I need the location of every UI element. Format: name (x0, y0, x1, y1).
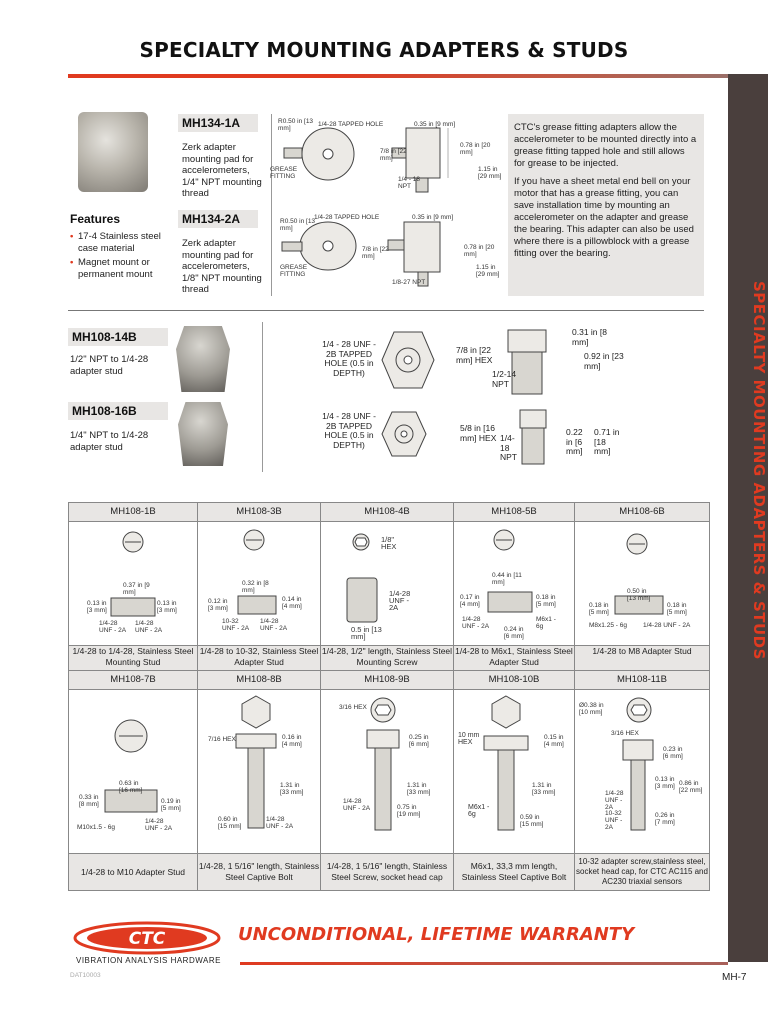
dim-label: 0.22 in [6 mm] (566, 427, 583, 456)
part-drawing-cell (198, 690, 321, 854)
part-drawing-cell (575, 690, 710, 854)
dim-label: 1/4-28 UNF - 2A (605, 790, 624, 811)
dim-label: 1.31 in [33 mm] (532, 782, 556, 796)
bolt-drawing (198, 690, 320, 848)
description-box (508, 114, 704, 296)
mh134-2a-desc: Zerk adapter mounting pad for accelerometers, 1/8" NPT mounting thread (182, 238, 262, 295)
dim-label: M6x1 - 6g (468, 804, 490, 818)
part-name: MH108-9B (321, 671, 454, 690)
dim-label: 1/4-28 UNF - 2A (643, 622, 691, 629)
dim-label: 0.5 in [13 mm] (351, 625, 382, 641)
dim-label: 0.25 in [6 mm] (409, 734, 429, 748)
part-caption: 1/4-28 to M8 Adapter Stud (575, 646, 710, 671)
dim-label: 0.92 in [23 mm] (584, 351, 624, 371)
dim-label: 1/4 - 28 UNF - 2B TAPPED HOLE (0.5 in DEPTH) (322, 411, 376, 450)
dim-label: 0.15 in [4 mm] (544, 734, 564, 748)
part-drawing-cell (321, 522, 454, 646)
part-drawing-cell (69, 522, 198, 646)
part-caption: 1/4-28 to M10 Adapter Stud (69, 854, 198, 891)
dim-label: 0.44 in [11 mm] (492, 572, 522, 586)
ctc-logo (72, 920, 222, 956)
divider (271, 114, 272, 296)
features-box (70, 212, 170, 283)
dim-label: 0.59 in [15 mm] (520, 814, 544, 828)
dim-label: 3/16 HEX (339, 704, 367, 711)
dim-label: M6x1 - 6g (536, 616, 556, 630)
dim-label: 1.31 in [33 mm] (407, 782, 431, 796)
part-name: MH108-4B (321, 503, 454, 522)
parts-table (68, 502, 710, 891)
dim-label: 1/4-28 TAPPED HOLE (318, 121, 384, 128)
page-number: MH-7 (722, 972, 747, 983)
part-name: MH108-10B (454, 671, 575, 690)
part-caption: 1/4-28 to 10-32, Stainless Steel Adapter Stud (198, 646, 321, 671)
dim-label: 0.17 in [4 mm] (460, 594, 480, 608)
dim-label: 0.86 in [22 mm] (679, 780, 703, 794)
dim-label: 0.71 in [18 mm] (594, 427, 620, 456)
dim-label: 7/8 in [22 mm] (380, 148, 407, 162)
dim-label: 0.35 in [9 mm] (412, 214, 454, 221)
dim-label: 1/4-28 UNF - 2A (462, 616, 490, 630)
dim-label: 10-32 UNF - 2A (605, 810, 623, 831)
dim-label: 0.13 in [3 mm] (157, 600, 177, 614)
dim-label: R0.50 in [13 mm] (280, 218, 316, 232)
part-name: MH108-3B (198, 503, 321, 522)
dim-label: 1/4 - 18 NPT (398, 176, 421, 190)
part-caption: 1/4-28, 1 5/16" length, Stainless Steel Captive Bolt (198, 854, 321, 891)
mh108-16b-label: MH108-16B (68, 402, 168, 420)
dim-label: M10x1.5 - 6g (77, 824, 115, 831)
part-drawing-cell (454, 522, 575, 646)
dim-label: GREASE FITTING (270, 166, 298, 180)
part-drawing-cell (454, 690, 575, 854)
doc-id: DAT10003 (70, 972, 101, 979)
page-title: SPECIALTY MOUNTING ADAPTERS & STUDS (139, 38, 629, 62)
dim-label: 3/16 HEX (611, 730, 639, 737)
dim-label: 5/8 in [16 mm] HEX (460, 423, 497, 443)
dim-label: Ø0.38 in [10 mm] (579, 702, 604, 716)
description-p1: CTC's grease fitting adapters allow the accelerometer to be mounted directly into a grease fitting tapped hole and still allows for grease to be injected. (514, 122, 697, 169)
part-caption: 1/4-28, 1 5/16" length, Stainless Steel Screw, socket head cap (321, 854, 454, 891)
part-name: MH108-5B (454, 503, 575, 522)
dim-label: 10-32 UNF - 2A (222, 618, 250, 632)
mh108-14b-label: MH108-14B (68, 328, 168, 346)
dim-label: 1.15 in [29 mm] (476, 264, 500, 278)
dim-label: 0.78 in [20 mm] (464, 244, 495, 258)
dim-label: 0.35 in [9 mm] (414, 121, 456, 128)
dim-label: GREASE FITTING (280, 264, 308, 278)
part-caption: 10-32 adapter screw,stainless steel, socket head cap, for CTC AC115 and AC230 triaxial sensors (575, 854, 710, 891)
dim-label: 0.18 in [5 mm] (536, 594, 556, 608)
stud-drawing (69, 522, 197, 640)
screw-drawing (321, 690, 453, 848)
mh134-product-photo (78, 112, 148, 192)
dim-label: 0.32 in [8 mm] (242, 580, 269, 594)
part-name: MH108-6B (575, 503, 710, 522)
part-name: MH108-7B (69, 671, 198, 690)
dim-label: M8x1.25 - 6g (589, 622, 627, 629)
mh134-2a-label: MH134-2A (178, 210, 258, 228)
warranty-text: UNCONDITIONAL, LIFETIME WARRANTY (238, 924, 635, 945)
dim-label: 7/16 HEX (208, 736, 236, 743)
dim-label: 1/4-28 TAPPED HOLE (314, 214, 380, 221)
part-caption: 1/4-28, 1/2" length, Stainless Steel Mounting Screw (321, 646, 454, 671)
logo-text: CTC (128, 929, 166, 949)
dim-label: 1/4-28 UNF - 2A (145, 818, 173, 832)
dim-label: 1/4-18 NPT (500, 433, 517, 462)
part-drawing-cell (321, 690, 454, 854)
dim-label: 1/4 - 28 UNF - 2B TAPPED HOLE (0.5 in DEPTH) (322, 339, 376, 378)
part-caption: 1/4-28 to 1/4-28, Stainless Steel Mounting Stud (69, 646, 198, 671)
dim-label: 0.26 in [7 mm] (655, 812, 675, 826)
dim-label: 7/8 in [22 mm] HEX (456, 345, 493, 365)
dim-label: 10 mm HEX (458, 732, 480, 746)
part-caption: 1/4-28 to M6x1, Stainless Steel Adapter Stud (454, 646, 575, 671)
dim-label: 1.15 in [29 mm] (478, 166, 502, 180)
dim-label: 1/4-28 UNF - 2A (266, 816, 294, 830)
mh108-14b-photo (176, 326, 230, 392)
feature-item: • 17-4 Stainless steel case material (70, 231, 170, 254)
mh108-16b-desc: 1/4" NPT to 1/4-28 adapter stud (70, 430, 149, 453)
dim-label: 0.60 in [15 mm] (218, 816, 242, 830)
features-title: Features (70, 212, 121, 226)
section-divider (68, 310, 704, 311)
dim-label: 1/4-28 UNF - 2A (389, 589, 411, 612)
dim-label: 0.75 in [19 mm] (397, 804, 421, 818)
dim-label: 0.13 in [3 mm] (87, 600, 107, 614)
logo-subtitle: VIBRATION ANALYSIS HARDWARE (76, 956, 221, 965)
dim-label: 0.37 in [9 mm] (123, 582, 150, 596)
dim-label: 0.18 in [5 mm] (667, 602, 687, 616)
description-p2: If you have a sheet metal end bell on your motor that has a grease fitting, you can save installation time by mounting an accelerometer on the adapter and grease the bearing. This adapter can also be used where there is a pillowblock with a grease fitting over the bearing. (514, 176, 694, 259)
dim-label: 0.16 in [4 mm] (282, 734, 302, 748)
dim-label: 0.63 in [16 mm] (119, 780, 143, 794)
mh108-14b-desc: 1/2" NPT to 1/4-28 adapter stud (70, 354, 149, 377)
side-title: SPECIALTY MOUNTING ADAPTERS & STUDS (750, 280, 768, 660)
dim-label: 0.12 in [3 mm] (208, 598, 228, 612)
part-caption: M6x1, 33,3 mm length, Stainless Steel Captive Bolt (454, 854, 575, 891)
dim-label: 0.33 in [8 mm] (79, 794, 99, 808)
divider (262, 322, 263, 472)
dim-label: 0.50 in [13 mm] (627, 588, 651, 602)
dim-label: 1/4-28 UNF - 2A (135, 620, 163, 634)
dim-label: 0.24 in [6 mm] (504, 626, 524, 640)
dim-label: R0.50 in [13 mm] (278, 118, 314, 132)
mh134-1a-desc: Zerk adapter mounting pad for accelerometers, 1/4" NPT mounting thread (182, 142, 262, 199)
dim-label: 0.31 in [8 mm] (572, 327, 607, 347)
part-name: MH108-11B (575, 671, 710, 690)
part-drawing-cell (575, 522, 710, 646)
dim-label: 0.18 in [5 mm] (589, 602, 609, 616)
part-name: MH108-8B (198, 671, 321, 690)
bolt-drawing (454, 690, 574, 848)
dim-label: 1/4-28 UNF - 2A (343, 798, 371, 812)
dim-label: 1/8" HEX (381, 535, 397, 551)
part-drawing-cell (198, 522, 321, 646)
dim-label: 1/4-28 UNF - 2A (99, 620, 127, 634)
mh108-16b-photo (178, 402, 228, 466)
mh134-1a-label: MH134-1A (178, 114, 258, 132)
dim-label: 1/2-14 NPT (492, 369, 517, 389)
dim-label: 0.78 in [20 mm] (460, 142, 491, 156)
title-underline (68, 74, 728, 78)
footer-bar (240, 962, 728, 965)
dim-label: 0.23 in [6 mm] (663, 746, 683, 760)
part-name: MH108-1B (69, 503, 198, 522)
feature-item: • Magnet mount or permanent mount (70, 257, 170, 280)
dim-label: 1/8-27 NPT (392, 279, 426, 286)
dim-label: 1/4-28 UNF - 2A (260, 618, 288, 632)
dim-label: 0.13 in [3 mm] (655, 776, 675, 790)
dim-label: 0.19 in [5 mm] (161, 798, 181, 812)
dim-label: 7/8 in [22 mm] (362, 246, 389, 260)
dim-label: 1.31 in [33 mm] (280, 782, 304, 796)
part-drawing-cell (69, 690, 198, 854)
dim-label: 0.14 in [4 mm] (282, 596, 302, 610)
